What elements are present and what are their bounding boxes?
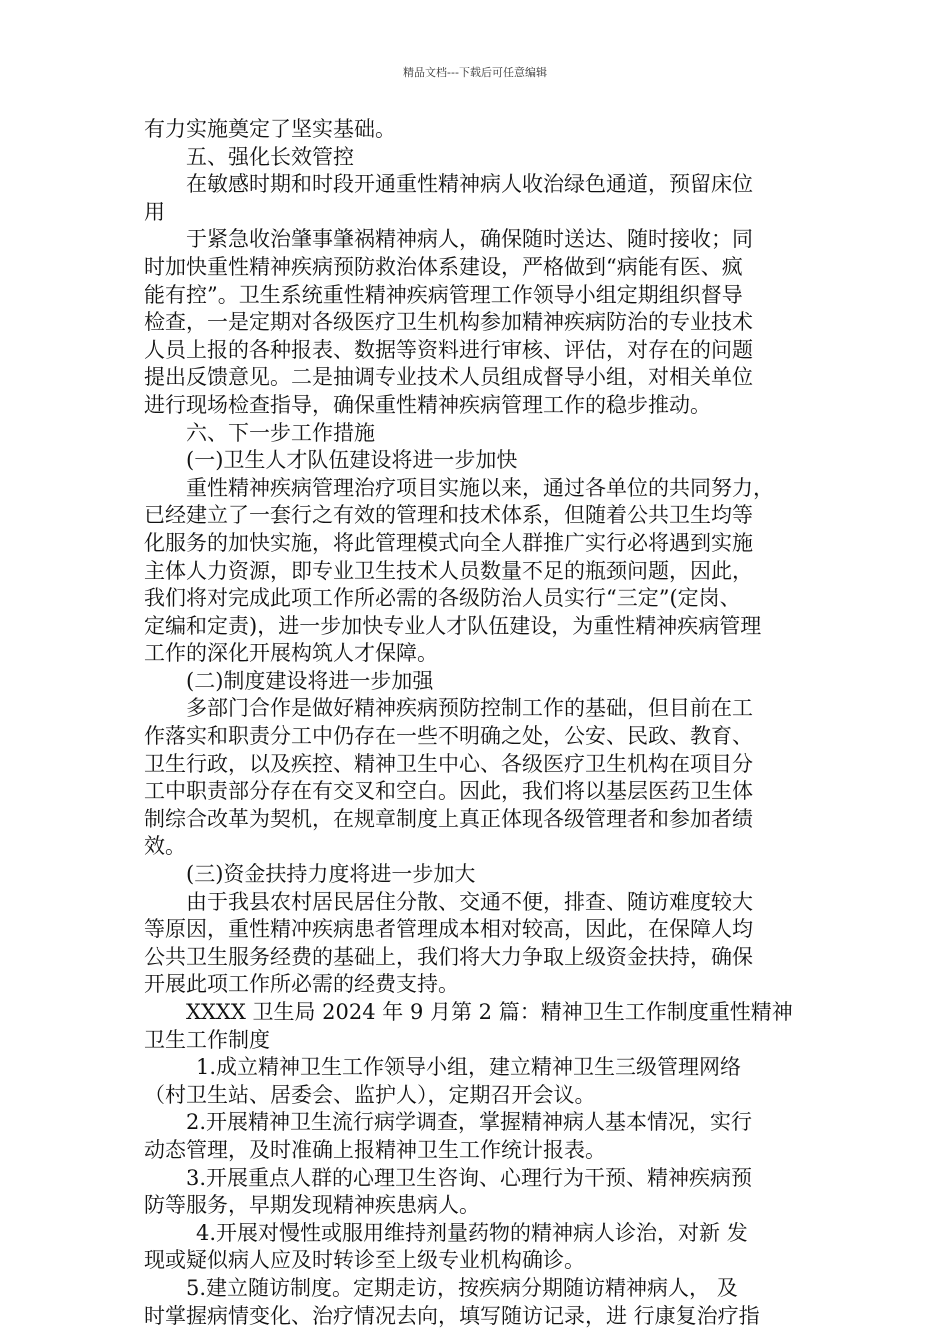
- text-line: 重性精神疾病管理治疗项目实施以来，通过各单位的共同努力，: [186, 475, 774, 500]
- page-header: 精品文档---下载后可任意编辑: [403, 66, 547, 79]
- text-line: 防等服务，早期发现精神疾患病人。: [144, 1193, 480, 1218]
- text-line: 公共卫生服务经费的基础上，我们将大力争取上级资金扶持，确保: [144, 944, 753, 969]
- text-line: 已经建立了一套行之有效的管理和技术体系，但随着公共卫生均等: [144, 503, 753, 528]
- text-line: 时加快重性精神疾病预防救治体系建设，严格做到“病能有医、疯: [144, 254, 743, 279]
- text-line: 进行现场检查指导，确保重性精神疾病管理工作的稳步推动。: [144, 392, 711, 417]
- text-line: 化服务的加快实施，将此管理模式向全人群推广实行必将遇到实施: [144, 530, 753, 555]
- text-line: 作落实和职责分工中仍存在一些不明确之处，公安、民政、教育、: [144, 724, 753, 749]
- text-line: （村卫生站、居委会、监护人），定期召开会议。: [144, 1082, 596, 1107]
- text-line: 提出反馈意见。二是抽调专业技术人员组成督导小组，对相关单位: [144, 365, 753, 390]
- text-line: 定编和定责)，进一步加快专业人才队伍建设，为重性精神疾病管理: [144, 613, 762, 638]
- text-line: 于紧急收治肇事肇祸精神病人，确保随时送达、随时接收；同: [186, 227, 753, 252]
- text-line: 我们将对完成此项工作所必需的各级防治人员实行“三定”(定岗、: [144, 586, 741, 611]
- text-line: 人员上报的各种报表、数据等资料进行审核、评估，对存在的问题: [144, 337, 753, 362]
- text-line: 等原因，重性精冲疾病患者管理成本相对较高，因此，在保障人均: [144, 917, 753, 942]
- text-line: 效。: [144, 834, 186, 859]
- text-line: 4.开展对慢性或服用维持剂量药物的精神病人诊治，对新 发: [196, 1220, 748, 1245]
- text-line: 由于我县农村居民居住分散、交通不便，排查、随访难度较大: [186, 889, 753, 914]
- text-line: 5.建立随访制度。定期走访，按疾病分期随访精神病人， 及: [186, 1275, 738, 1300]
- document-body: [144, 116, 812, 1330]
- text-line: 2.开展精神卫生流行病学调查，掌握精神病人基本情况，实行: [186, 1110, 753, 1135]
- text-line: 主体人力资源，即专业卫生技术人员数量不足的瓶颈问题，因此，: [144, 558, 753, 583]
- text-line: 工中职责部分存在有交叉和空白。因此，我们将以基层医药卫生体: [144, 779, 753, 804]
- text-line: 卫生行政，以及疾控、精神卫生中心、各级医疗卫生机构在项目分: [144, 751, 753, 776]
- text-line: 时掌握病情变化、治疗情况去向，填写随访记录，进 行康复治疗指: [144, 1303, 760, 1328]
- text-line: 动态管理，及时准确上报精神卫生工作统计报表。: [144, 1137, 606, 1162]
- text-line: 1.成立精神卫生工作领导小组，建立精神卫生三级管理网络: [196, 1055, 742, 1080]
- text-line: 五、强化长效管控: [186, 144, 354, 169]
- text-line: 检查，一是定期对各级医疗卫生机构参加精神疾病防治的专业技术: [144, 310, 753, 335]
- text-line: 现或疑似病人应及时转诊至上级专业机构确诊。: [144, 1248, 585, 1273]
- text-line: 开展此项工作所必需的经费支持。: [144, 972, 459, 997]
- text-line: 有力实施奠定了坚实基础。: [144, 117, 396, 141]
- text-line: 在敏感时期和时段开通重性精神病人收治绿色通道，预留床位: [186, 172, 753, 197]
- text-line: (一)卫生人才队伍建设将进一步加快: [186, 448, 518, 473]
- text-line: 用: [144, 199, 165, 224]
- text-line: 工作的深化开展构筑人才保障。: [144, 641, 438, 666]
- text-line: 能有控”。卫生系统重性精神疾病管理工作领导小组定期组织督导: [144, 282, 743, 307]
- text-line: 多部门合作是做好精神疾病预防控制工作的基础，但目前在工: [186, 696, 753, 721]
- text-line: 制综合改革为契机，在规章制度上真正体现各级管理者和参加者绩: [144, 806, 753, 831]
- text-line: (二)制度建设将进一步加强: [186, 668, 434, 693]
- text-line: XXXX 卫生局 2024 年 9 月第 2 篇：精神卫生工作制度重性精神: [186, 1000, 793, 1024]
- text-line: 六、下一步工作措施: [186, 420, 375, 445]
- text-line: (三)资金扶持力度将进一步加大: [186, 862, 476, 887]
- text-line: 卫生工作制度: [144, 1027, 270, 1052]
- text-line: 3.开展重点人群的心理卫生咨询、心理行为干预、精神疾病预: [186, 1165, 753, 1190]
